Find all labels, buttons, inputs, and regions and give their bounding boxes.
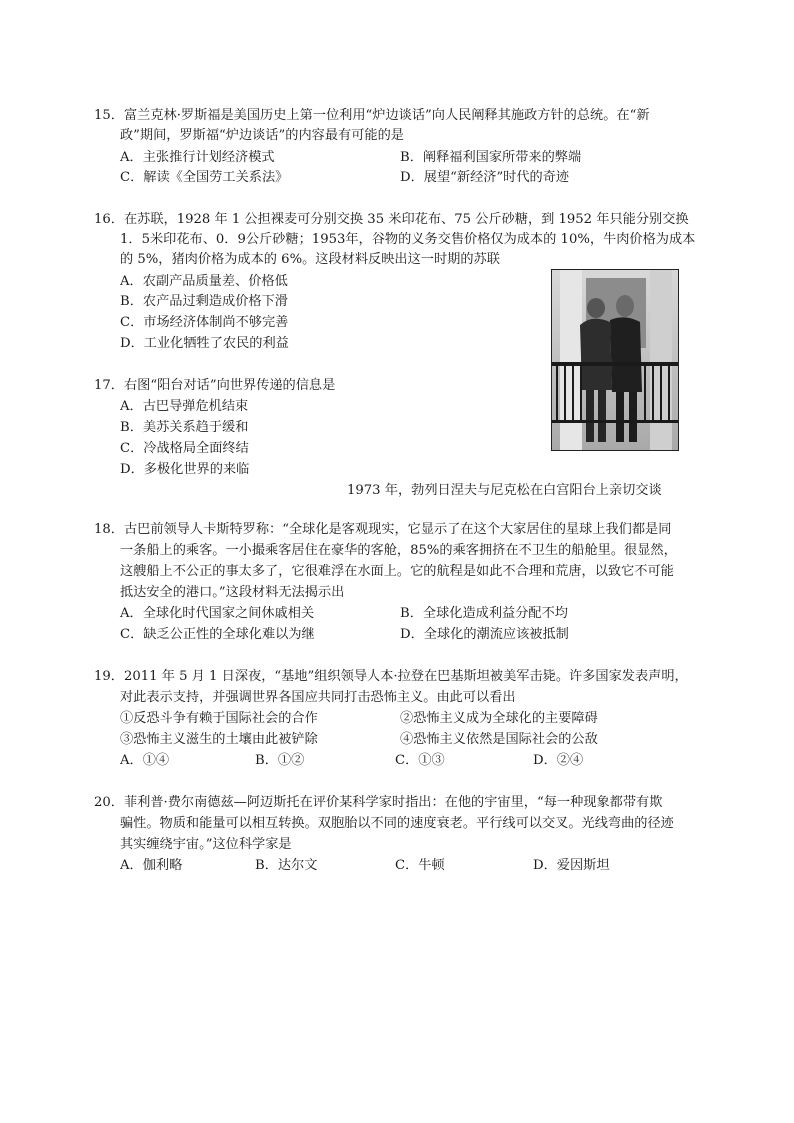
q18-stem-line2: 一条船上的乘客。一小撮乘客居住在豪华的客舱，85%的乘客拥挤在不卫生的船舱里。很显然， bbox=[120, 543, 677, 558]
q18-stem-line3: 这艘船上不公正的事太多了，它很难浮在水面上。它的航程是如此不合理和荒唐，以致它不可能 bbox=[120, 564, 674, 579]
balcony-photo bbox=[551, 269, 679, 451]
q15-option-d: D．展望“新经济”时代的奇迹 bbox=[400, 170, 570, 185]
q15-option-b: B．阐释福利国家所带来的弊端 bbox=[400, 150, 582, 165]
q15-stem-line1: 15．富兰克林·罗斯福是美国历史上第一位利用“炉边谈话”向人民阐释其施政方针的总统。在“新 bbox=[94, 108, 650, 123]
q17-option-d: D．多极化世界的来临 bbox=[120, 462, 250, 477]
q20-stem-line2: 骗性。物质和能量可以相互转换。双胞胎以不同的速度衰老。平行线可以交叉。光线弯曲的径迹 bbox=[120, 816, 674, 831]
q19-stem-line1: 19．2011 年 5 月 1 日深夜，“基地”组织领导人本·拉登在巴基斯坦被美军击毙。许多国家发表声明， bbox=[94, 669, 688, 684]
q19-item-1: ①反恐斗争有赖于国际社会的合作 bbox=[120, 711, 318, 726]
q18-stem-line1: 18．古巴前领导人卡斯特罗称：“全球化是客观现实，它显示了在这个大家居住的星球上我们都是同 bbox=[94, 522, 672, 537]
q16-stem-line2: 1．5米印花布、0．9公斤砂糖；1953年，谷物的义务交售价格仅为成本的 10%，牛肉价格为成本 bbox=[120, 232, 696, 247]
q18-stem-line4: 抵达安全的港口。”这段材料无法揭示出 bbox=[120, 585, 345, 600]
q20-stem-line1: 20．菲利普·费尔南德兹—阿迈斯托在评价某科学家时指出：在他的宇宙里，“每一种现象都带有欺 bbox=[94, 795, 663, 810]
q19-item-2: ②恐怖主义成为全球化的主要障碍 bbox=[400, 711, 598, 726]
q15-option-c: C．解读《全国劳工关系法》 bbox=[120, 170, 289, 185]
q20-stem-line3: 其实缠绕宇宙。”这位科学家是 bbox=[120, 837, 292, 852]
q15-option-a: A．主张推行计划经济模式 bbox=[120, 150, 275, 165]
q19-option-d: D．②④ bbox=[533, 753, 584, 768]
q20-option-d: D．爱因斯坦 bbox=[533, 858, 610, 873]
q19-option-c: C．①③ bbox=[395, 753, 445, 768]
photo-caption: 1973 年，勃列日涅夫与尼克松在白宫阳台上亲切交谈 bbox=[347, 483, 662, 498]
q18-option-c: C．缺乏公正性的全球化难以为继 bbox=[120, 627, 315, 642]
q16-option-b: B．农产品过剩造成价格下滑 bbox=[120, 294, 288, 309]
q19-option-a: A．①④ bbox=[120, 753, 170, 768]
q19-item-4: ④恐怖主义依然是国际社会的公敌 bbox=[400, 732, 598, 747]
q16-option-d: D．工业化牺牲了农民的利益 bbox=[120, 336, 289, 351]
q20-option-a: A．伽利略 bbox=[120, 858, 183, 873]
q17-option-c: C．冷战格局全面终结 bbox=[120, 441, 249, 456]
q15-stem-line2: 政”期间，罗斯福“炉边谈话”的内容最有可能的是 bbox=[120, 128, 404, 143]
q16-stem-line1: 16．在苏联，1928 年 1 公担裸麦可分别交换 35 米印花布、75 公斤砂糖，到 1952 年只能分别交换 bbox=[94, 212, 689, 227]
q16-option-a: A．农副产品质量差、价格低 bbox=[120, 274, 288, 289]
q16-stem-line3: 的 5%，猪肉价格为成本的 6%。这段材料反映出这一时期的苏联 bbox=[120, 252, 500, 267]
q19-option-b: B．①② bbox=[255, 753, 305, 768]
q19-item-3: ③恐怖主义滋生的土壤由此被铲除 bbox=[120, 732, 318, 747]
q19-stem-line2: 对此表示支持，并强调世界各国应共同打击恐怖主义。由此可以看出 bbox=[120, 690, 516, 705]
q18-option-b: B．全球化造成利益分配不均 bbox=[400, 606, 568, 621]
q18-option-d: D．全球化的潮流应该被抵制 bbox=[400, 627, 569, 642]
q17-option-b: B．美苏关系趋于缓和 bbox=[120, 420, 249, 435]
q20-option-b: B．达尔文 bbox=[255, 858, 318, 873]
q20-option-c: C．牛顿 bbox=[395, 858, 445, 873]
q16-option-c: C．市场经济体制尚不够完善 bbox=[120, 315, 289, 330]
q17-option-a: A．古巴导弹危机结束 bbox=[120, 399, 249, 414]
q17-stem-line1: 17．右图“阳台对话”向世界传递的信息是 bbox=[94, 378, 336, 393]
q18-option-a: A．全球化时代国家之间休戚相关 bbox=[120, 606, 315, 621]
